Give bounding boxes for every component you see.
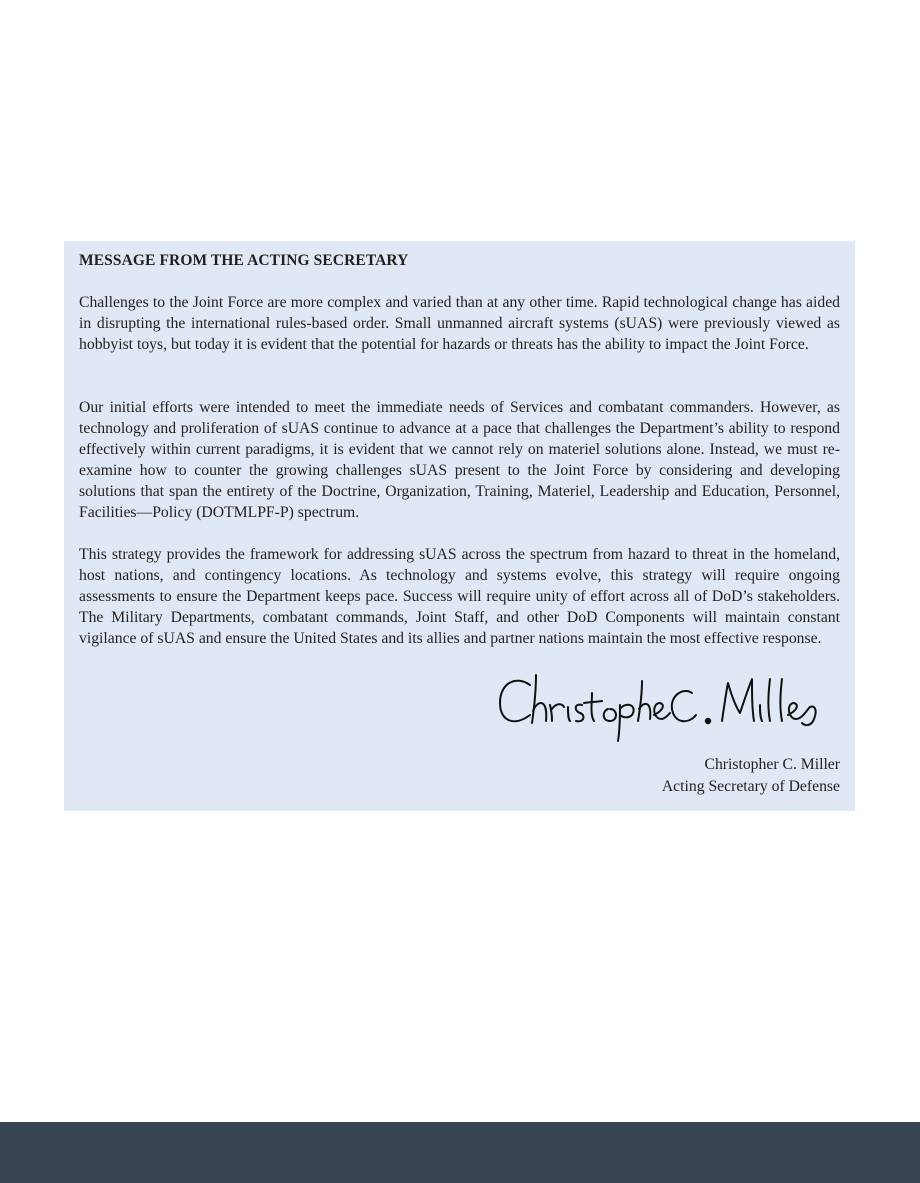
signer-name: Christopher C. Miller (704, 756, 840, 773)
message-paragraph-1: Challenges to the Joint Force are more complex and varied than at any other time. Rapid technological change has aided in disrupting the international rules-based order. Small unmanned aircraft systems (sUAS) were previously viewed as hobbyist toys, but today it is evident that the potential for hazards or threats has the ability to impact the Joint Force. (79, 294, 840, 353)
message-paragraph-3: This strategy provides the framework for addressing sUAS across the spectrum from hazard to threat in the homeland, host nations, and contingency locations. As technology and systems evolve, this strategy will require ongoing assessments to ensure the Department keeps pace. Success will require unity of effort across all of DoD’s stakeholders. The Military Departments, combatant commands, Joint Staff, and other DoD Components will maintain constant vigilance of sUAS and ensure the United States and its allies and partner nations maintain the most effective response. (79, 546, 840, 647)
footer-bar (0, 1122, 920, 1183)
message-title: MESSAGE FROM THE ACTING SECRETARY (79, 252, 409, 269)
signer-title: Acting Secretary of Defense (661, 778, 840, 795)
message-paragraph-2: Our initial efforts were intended to meet the immediate needs of Services and combatant commanders. However, as technology and proliferation of sUAS continue to advance at a pace that challenges the Department’s ability to respond effectively within current paradigms, it is evident that we cannot rely on materiel solutions alone. Instead, we must re-examine how to counter the growing challenges sUAS present to the Joint Force by considering and developing solutions that span the entirety of the Doctrine, Organization, Training, Materiel, Leadership and Education, Personnel, Facilities—Policy (DOTMLPF-P) spectrum. (79, 399, 840, 521)
message-box (64, 241, 855, 811)
signature-image (496, 671, 832, 743)
